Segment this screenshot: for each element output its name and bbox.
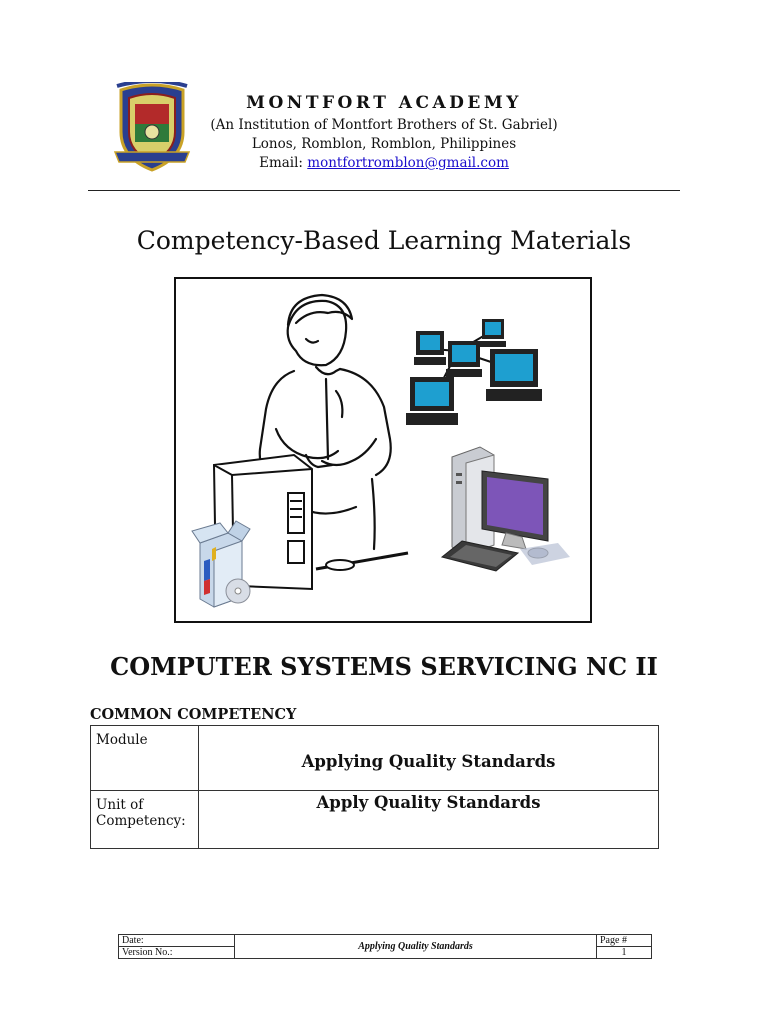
page-footer — [118, 934, 652, 959]
footer-row-1 — [119, 935, 652, 947]
unit-value — [199, 791, 659, 849]
header-divider — [88, 190, 680, 191]
unit-label: Unit of Competency: — [91, 791, 199, 849]
module-row — [91, 726, 659, 791]
school-subtitle: (An Institution of Montfort Brothers of St. Gabriel) — [210, 117, 558, 133]
school-name: MONTFORT ACADEMY — [246, 93, 522, 113]
module-value-text: Applying Quality Standards — [301, 752, 556, 771]
footer-date-label: Date: — [119, 935, 235, 947]
email-link[interactable]: montfortromblon@gmail.com — [307, 155, 509, 171]
document-title: Competency-Based Learning Materials — [136, 226, 632, 255]
cover-illustration — [174, 277, 592, 623]
desktop-computer-icon — [442, 447, 570, 571]
module-label: Module — [91, 726, 199, 791]
footer-page-number: 1 — [597, 947, 652, 959]
software-box-icon — [192, 521, 250, 607]
footer-center-title: Applying Quality Standards — [235, 935, 597, 959]
footer-version-label: Version No.: — [119, 947, 235, 959]
unit-row — [91, 791, 659, 849]
email-label: Email: — [259, 155, 308, 171]
school-address: Lonos, Romblon, Romblon, Philippines — [251, 136, 517, 152]
competency-label: COMMON COMPETENCY — [90, 706, 297, 723]
footer-page-label: Page # — [597, 935, 652, 947]
course-title: COMPUTER SYSTEMS SERVICING NC II — [110, 652, 658, 681]
unit-value-text: Apply Quality Standards — [316, 793, 541, 812]
pc-tower-lineart — [214, 455, 408, 589]
network-computers-icon — [406, 319, 542, 425]
module-value — [199, 726, 659, 791]
module-table — [90, 725, 659, 849]
school-email-line — [160, 155, 608, 171]
